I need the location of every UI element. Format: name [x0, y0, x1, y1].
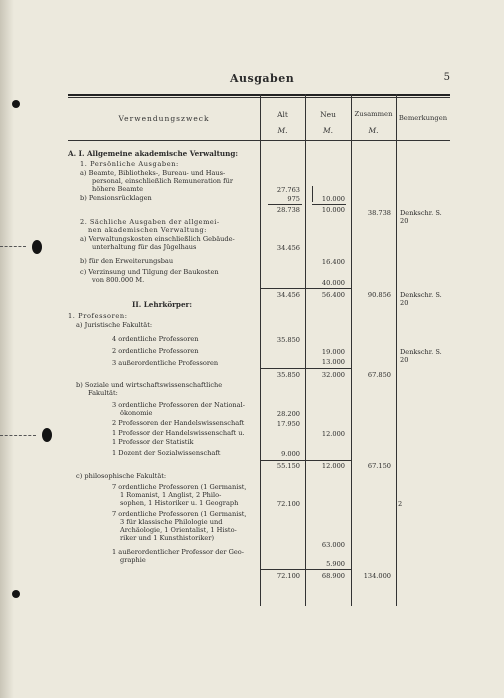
social-row-3-neu: 12.000	[321, 430, 345, 438]
law-remark: Denkschr. S. 20	[400, 348, 442, 364]
margin-mark	[0, 435, 36, 437]
social-row-1: 3 ordentliche Professoren der National-	[112, 401, 245, 409]
page-number: 5	[443, 72, 450, 83]
column-unit-neu: M.	[322, 126, 334, 135]
column-header-alt: Alt	[277, 110, 288, 119]
law-row-3-neu: 13.000	[321, 358, 345, 366]
philosophy-row-1: 7 ordentliche Professoren (1 Germanist,	[112, 483, 247, 491]
item1-a-line3: höhere Beamte	[92, 185, 143, 193]
column-unit-zusammen: M.	[368, 126, 379, 135]
faculty-social-heading-line2: Fakultät:	[88, 389, 118, 397]
philosophy-row-2-neu: 63.000	[321, 541, 345, 549]
item2-a-line1: a) Verwaltungskosten einschließlich Gebäude-	[80, 235, 235, 243]
social-row-1-line2: ökonomie	[120, 409, 153, 417]
social-row-2: 2 Professoren der Handelswissenschaft	[112, 419, 245, 427]
item2-c-line1: c) Verzinsung und Tilgung der Baukosten	[80, 268, 219, 276]
column-header-bemerkungen: Bemerkungen	[398, 114, 448, 122]
item1-b: b) Pensionsrücklagen	[80, 194, 152, 202]
expenditure-table	[68, 94, 450, 606]
philosophy-row-3-neu: 5.900	[326, 560, 345, 568]
social-row-2-alt: 17.950	[276, 420, 300, 428]
professors-heading: 1. Professoren:	[68, 312, 128, 320]
column-header-purpose: Verwendungszweck	[118, 114, 210, 123]
punch-hole	[12, 100, 20, 108]
law-row-3: 3 außerordentliche Professoren	[112, 359, 219, 367]
social-row-3: 1 Professor der Handelswissenschaft u.	[112, 429, 245, 437]
column-header-neu: Neu	[320, 110, 336, 119]
philosophy-row-3-line2: graphie	[120, 556, 146, 564]
margin-mark	[0, 246, 26, 248]
item1-a-line1: a) Beamte, Bibliotheks-, Bureau- und Haus-	[80, 169, 226, 177]
social-row-3-line2: 1 Professor der Statistik	[112, 438, 194, 446]
philosophy-row-3: 1 außerordentlicher Professor der Geo-	[112, 548, 245, 556]
punch-hole	[12, 590, 20, 598]
column-header-zusammen: Zusammen	[354, 110, 393, 118]
philosophy-remark: 2	[398, 500, 403, 508]
item2-remark: Denkschr. S. 20	[400, 291, 442, 307]
item1-heading: 1. Persönliche Ausgaben:	[80, 160, 179, 168]
item1-sum-zusammen: 38.738	[367, 209, 391, 217]
faculty-philosophy-heading: c) philosophische Fakultät:	[76, 472, 167, 480]
item2-sum-neu: 56.400	[321, 291, 345, 299]
social-sum-alt: 55.150	[276, 462, 300, 470]
faculty-social-heading: b) Soziale und wirtschaftswissenschaftliche	[76, 381, 223, 389]
philosophy-row-2-line2: 3 für klassische Philologie und	[120, 518, 223, 526]
section-b-heading: II. Lehrkörper:	[132, 300, 192, 309]
item2-b: b) für den Erweiterungsbau	[80, 257, 174, 265]
social-row-4-alt: 9.000	[281, 450, 300, 458]
philosophy-sum-alt: 72.100	[276, 572, 300, 580]
social-row-1-alt: 28.200	[276, 410, 300, 418]
item1-sum-alt: 28.738	[276, 206, 300, 214]
philosophy-row-1-line2: 1 Romanist, 1 Anglist, 2 Philo-	[120, 491, 222, 499]
column-unit-alt: M.	[277, 126, 288, 135]
page-title: Ausgaben	[230, 72, 295, 85]
item1-remark: Denkschr. S. 20	[400, 209, 442, 225]
item2-a-alt: 34.456	[276, 244, 300, 252]
law-row-1-alt: 35.850	[276, 336, 300, 344]
item1-b-neu: 10.000	[321, 195, 345, 203]
item1-sum-neu: 10.000	[321, 206, 345, 214]
item2-b-neu: 16.400	[321, 258, 345, 266]
social-row-4: 1 Dozent der Sozialwissenschaft	[112, 449, 221, 457]
item2-sum-alt: 34.456	[276, 291, 300, 299]
law-row-2: 2 ordentliche Professoren	[112, 347, 199, 355]
item1-b-alt: 975	[287, 195, 300, 203]
item1-a-line2: personal, einschließlich Remuneration für	[92, 177, 233, 185]
philosophy-row-1-line3: sophen, 1 Historiker u. 1 Geograph	[120, 499, 239, 507]
philosophy-row-2-line3: Archäologie, 1 Orientalist, 1 Histo-	[120, 526, 237, 534]
philosophy-row-1-alt: 72.100	[276, 500, 300, 508]
item2-a-line2: unterhaltung für das Jügelhaus	[92, 243, 197, 251]
social-sum-zusammen: 67.150	[367, 462, 391, 470]
punch-hole	[42, 428, 52, 442]
philosophy-sum-neu: 68.900	[321, 572, 345, 580]
philosophy-sum-zusammen: 134.000	[363, 572, 391, 580]
page-header	[60, 72, 450, 86]
law-sum-neu: 32.000	[321, 371, 345, 379]
law-sum-zusammen: 67.850	[367, 371, 391, 379]
philosophy-row-2-line4: riker und 1 Kunsthistoriker)	[120, 534, 215, 542]
item2-heading-line2: nen akademischen Verwaltung:	[88, 226, 207, 234]
item2-c-line2: von 800.000 M.	[92, 276, 145, 284]
item2-sum-zusammen: 90.856	[367, 291, 391, 299]
philosophy-row-2: 7 ordentliche Professoren (1 Germanist,	[112, 510, 247, 518]
law-row-2-neu: 19.000	[321, 348, 345, 356]
faculty-law-heading: a) Juristische Fakultät:	[76, 321, 153, 329]
law-row-1: 4 ordentliche Professoren	[112, 335, 199, 343]
item2-heading: 2. Sächliche Ausgaben der allgemei-	[80, 218, 220, 226]
section-a-heading: A. I. Allgemeine akademische Verwaltung:	[68, 149, 239, 158]
law-sum-alt: 35.850	[276, 371, 300, 379]
item1-a-alt: 27.763	[276, 186, 300, 194]
item2-c-neu: 40.000	[321, 279, 345, 287]
punch-hole	[32, 240, 42, 254]
social-sum-neu: 12.000	[321, 462, 345, 470]
